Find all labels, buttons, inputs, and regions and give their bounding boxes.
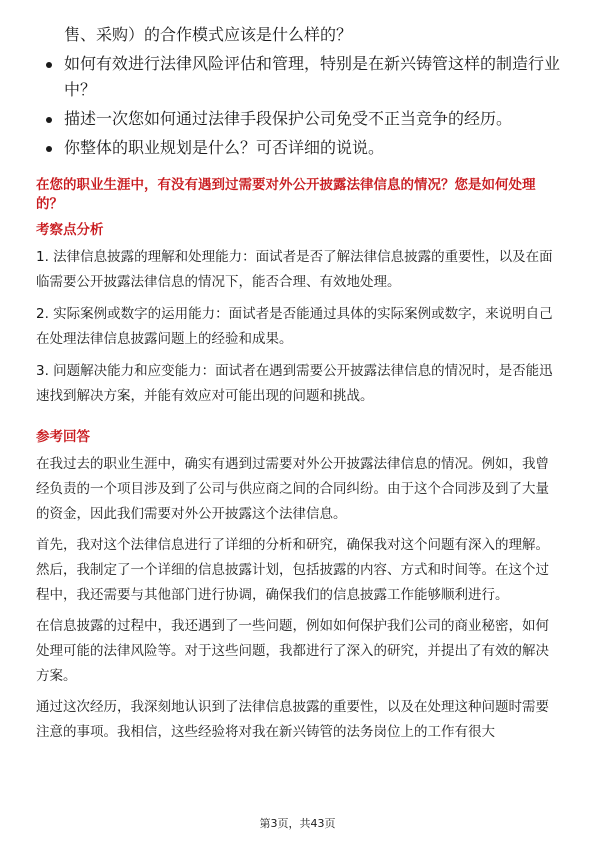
answer-section-title: 参考回答 bbox=[36, 429, 90, 445]
bullet-item bbox=[44, 51, 564, 103]
bullet-text: 如何有效进行法律风险评估和管理，特别是在新兴铸管这样的制造行业中？ bbox=[64, 54, 561, 99]
answer-paragraph: 通过这次经历，我深刻地认识到了法律信息披露的重要性，以及在处理这种问题时需要注意的事项。我相信，这些经验将对我在新兴铸管的法务岗位上的工作有很大 bbox=[36, 699, 549, 740]
answer-paragraph: 首先，我对这个法律信息进行了详细的分析和研究，确保我对这个问题有深入的理解。然后，我制定了一个详细的信息披露计划，包括披露的内容、方式和时间等。在这个过程中，我还需要与其他部门进行协调，确保我们的信息披露工作能够顺利进行。 bbox=[36, 537, 549, 603]
analysis-item: 3. 问题解决能力和应变能力：面试者在遇到需要公开披露法律信息的情况时，是否能迅速找到解决方案，并能有效应对可能出现的问题和挑战。 bbox=[36, 363, 553, 404]
bullet-item bbox=[44, 135, 564, 161]
bullet-dot-icon bbox=[46, 117, 52, 123]
bullet-dot-icon bbox=[46, 146, 52, 152]
answer-body bbox=[36, 452, 560, 751]
bullet-item bbox=[44, 106, 564, 132]
analysis-item: 1. 法律信息披露的理解和处理能力：面试者是否了解法律信息披露的重要性，以及在面临需要公开披露法律信息的情况下，能否合理、有效地处理。 bbox=[36, 249, 553, 290]
answer-paragraph: 在我过去的职业生涯中，确实有遇到过需要对外公开披露法律信息的情况。例如，我曾经负责的一个项目涉及到了公司与供应商之间的合同纠纷。由于这个合同涉及到了大量的资金，因此我们需要对外公开披露这个法律信息。 bbox=[36, 456, 549, 522]
bullet-continuation: 售、采购）的合作模式应该是什么样的？ bbox=[64, 25, 353, 44]
bullet-dot-icon bbox=[46, 62, 52, 68]
analysis-section-title: 考察点分析 bbox=[36, 222, 104, 238]
page-number-footer: 第3页，共43页 bbox=[259, 817, 336, 830]
analysis-list bbox=[36, 245, 560, 416]
interview-question-heading: 在您的职业生涯中，有没有遇到过需要对外公开披露法律信息的情况？您是如何处理的？ bbox=[36, 177, 536, 212]
answer-paragraph: 在信息披露的过程中，我还遇到了一些问题，例如如何保护我们公司的商业秘密，如何处理可能的法律风险等。对于这些问题，我都进行了深入的研究，并提出了有效的解决方案。 bbox=[36, 618, 549, 684]
bullet-text: 描述一次您如何通过法律手段保护公司免受不正当竞争的经历。 bbox=[64, 109, 513, 128]
question-bullet-list bbox=[44, 22, 564, 161]
analysis-item: 2. 实际案例或数字的运用能力：面试者是否能通过具体的实际案例或数字，来说明自己在处理法律信息披露问题上的经验和成果。 bbox=[36, 306, 553, 347]
bullet-text: 你整体的职业规划是什么？可否详细的说说。 bbox=[64, 138, 385, 157]
